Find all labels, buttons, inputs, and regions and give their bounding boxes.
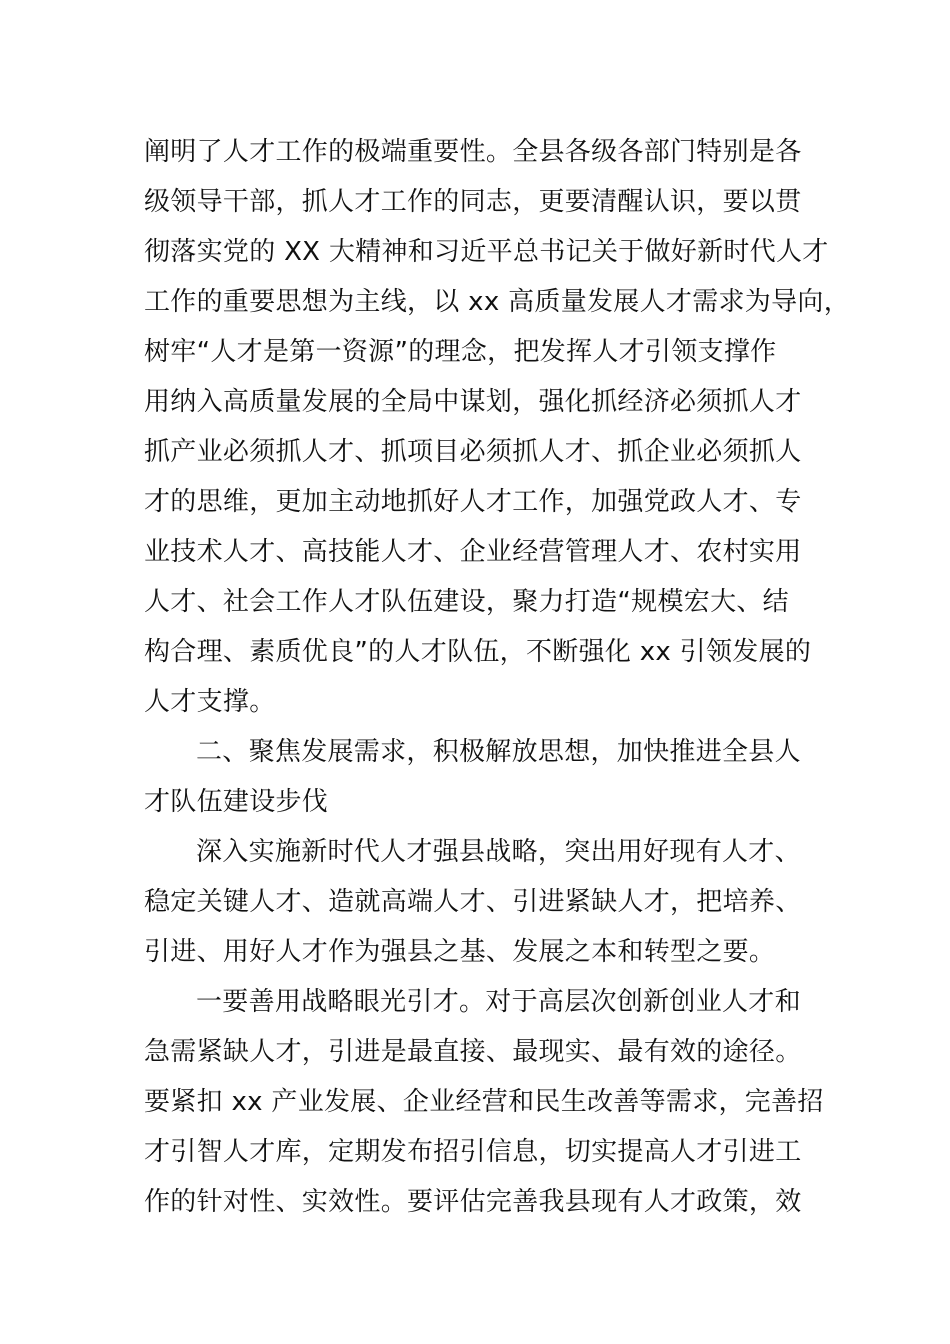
document-body [144, 127, 851, 1227]
text-line: 构合理、素质优良”的人才队伍，不断强化 xx 引领发展的 [144, 637, 812, 667]
text-line: 级领导干部，抓人才工作的同志，更要清醒认识，要以贯 [144, 187, 802, 217]
text-line: 阐明了人才工作的极端重要性。全县各级各部门特别是各 [144, 137, 802, 167]
text-line: 引进、用好人才作为强县之基、发展之本和转型之要。 [144, 937, 776, 967]
text-line: 彻落实党的 XX 大精神和习近平总书记关于做好新时代人才 [144, 237, 829, 267]
text-line: 用纳入高质量发展的全局中谋划，强化抓经济必须抓人才 [144, 387, 802, 417]
section-heading-line: 才队伍建设步伐 [144, 787, 329, 817]
text-line: 作的针对性、实效性。要评估完善我县现有人才政策，效 [144, 1187, 802, 1217]
text-line: 抓产业必须抓人才、抓项目必须抓人才、抓企业必须抓人 [144, 437, 802, 467]
paragraph-start-line: 深入实施新时代人才强县战略，突出用好现有人才、 [196, 837, 801, 867]
paragraph-start-line: 一要善用战略眼光引才。对于高层次创新创业人才和 [196, 987, 801, 1017]
text-line: 业技术人才、高技能人才、企业经营管理人才、农村实用 [144, 537, 802, 567]
text-line: 才引智人才库，定期发布招引信息，切实提高人才引进工 [144, 1137, 802, 1167]
text-line: 急需紧缺人才，引进是最直接、最现实、最有效的途径。 [144, 1037, 802, 1067]
text-line: 要紧扣 xx 产业发展、企业经营和民生改善等需求，完善招 [144, 1087, 824, 1117]
text-line: 才的思维，更加主动地抓好人才工作，加强党政人才、专 [144, 487, 802, 517]
text-line: 树牢“人才是第一资源”的理念，把发挥人才引领支撑作 [144, 337, 777, 367]
text-line: 人才支撑。 [144, 687, 276, 717]
text-line: 工作的重要思想为主线，以 xx 高质量发展人才需求为导向， [144, 287, 851, 317]
text-line: 稳定关键人才、造就高端人才、引进紧缺人才，把培养、 [144, 887, 802, 917]
section-heading-line: 二、聚焦发展需求，积极解放思想，加快推进全县人 [196, 737, 801, 767]
text-line: 人才、社会工作人才队伍建设，聚力打造“规模宏大、结 [144, 587, 789, 617]
